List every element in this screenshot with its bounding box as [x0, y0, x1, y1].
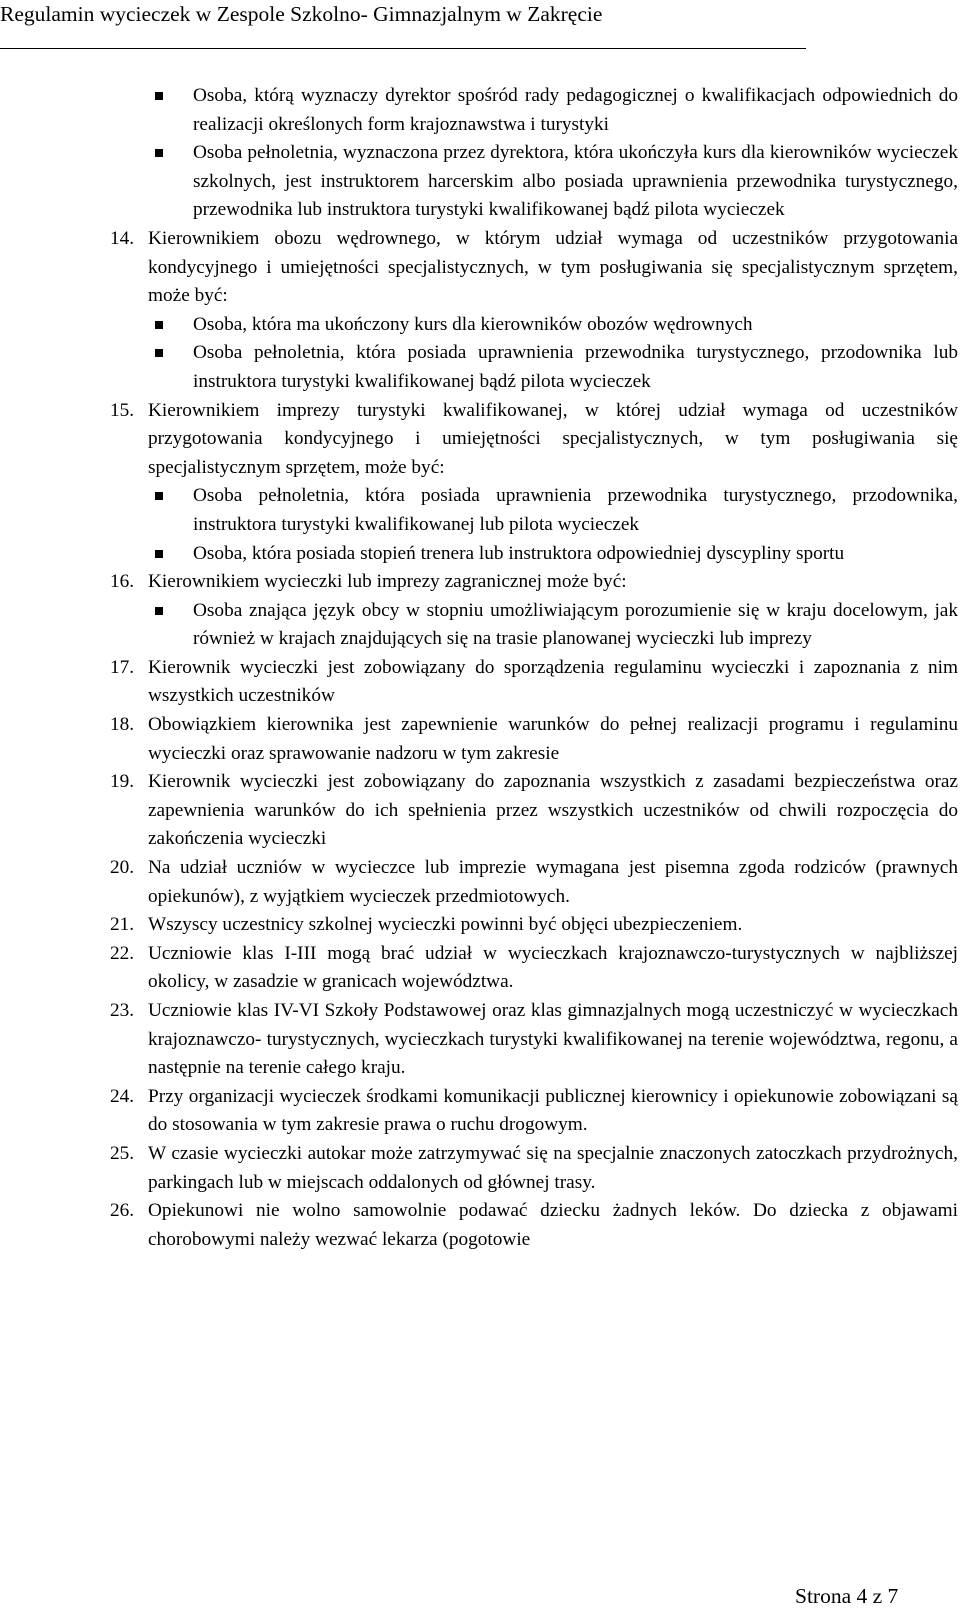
square-bullet-icon	[155, 82, 193, 111]
item-text: W czasie wycieczki autokar może zatrzymywać się na specjalnie znaczonych zatoczkach przydrożnych, parkingach lub w miejscach oddalonych od głównej trasy.	[148, 1142, 958, 1193]
item-number: 24.	[110, 1085, 135, 1107]
bullet-item	[110, 311, 958, 340]
numbered-item-21	[110, 911, 958, 940]
item-number: 22.	[110, 942, 135, 964]
numbered-item-23	[110, 997, 958, 1083]
item-text: Uczniowie klas IV-VI Szkoły Podstawowej oraz klas gimnazjalnych mogą uczestniczyć w wycieczkach krajoznawczo- turystycznych, wycieczkach turystyki kwalifikowanej na terenie województwa, regonu, a następnie na terenie całego kraju.	[148, 1000, 958, 1079]
bullet-text: Osoba, którą wyznaczy dyrektor spośród rady pedagogicznej o kwalifikacjach odpowiednich do realizacji określonych form krajoznawstwa i turystyki	[193, 85, 958, 135]
numbered-item-20	[110, 854, 958, 911]
square-bullet-icon	[155, 597, 193, 626]
item-number: 16.	[110, 571, 135, 593]
numbered-item-14	[110, 225, 958, 397]
bullet-item	[110, 482, 958, 539]
item-text: Opiekunowi nie wolno samowolnie podawać dziecku żadnych leków. Do dziecka z objawami chorobowymi należy wezwać lekarza (pogotowie	[148, 1200, 958, 1250]
item-number: 14.	[110, 227, 135, 249]
page-number: Strona 4 z 7	[795, 1584, 899, 1608]
item-number: 18.	[110, 714, 135, 736]
bullet-text: Osoba pełnoletnia, która posiada uprawnienia przewodnika turystycznego, przodownika lub instruktora turystyki kwalifikowanej bądź pilota wycieczek	[193, 342, 958, 392]
numbered-item-25	[110, 1140, 958, 1197]
bullet-item	[110, 339, 958, 396]
page-header-title: Regulamin wycieczek w Zespole Szkolno- Gimnazjalnym w Zakręcie	[0, 2, 603, 26]
square-bullet-icon	[155, 482, 193, 511]
square-bullet-icon	[155, 311, 193, 340]
numbered-item-16	[110, 568, 958, 654]
item-text: Kierownikiem obozu wędrownego, w którym udział wymaga od uczestników przygotowania kondycyjnego i umiejętności specjalistycznych, w tym posługiwania się specjalistycznym sprzętem, może być:	[148, 227, 958, 307]
square-bullet-icon	[155, 139, 193, 168]
item-number: 25.	[110, 1142, 135, 1164]
item-text: Przy organizacji wycieczek środkami komunikacji publicznej kierownicy i opiekunowie zobowiązani są do stosowania w tym zakresie prawa o ruchu drogowym.	[148, 1085, 958, 1136]
square-bullet-icon	[155, 540, 193, 569]
bullet-item	[110, 540, 958, 569]
bullet-text: Osoba pełnoletnia, która posiada uprawnienia przewodnika turystycznego, przodownika, instruktora turystyki kwalifikowanej lub pilota wycieczek	[193, 485, 958, 535]
item-number: 23.	[110, 1000, 135, 1021]
item-text: Na udział uczniów w wycieczce lub imprezie wymagana jest pisemna zgoda rodziców (prawnych opiekunów), z wyjątkiem wycieczek przedmiotowych.	[148, 857, 958, 907]
item-number: 20.	[110, 857, 135, 879]
numbered-item-17	[110, 654, 958, 711]
item-text: Uczniowie klas I-III mogą brać udział w wycieczkach krajoznawczo-turystycznych w najbliższej okolicy, w zasadzie w granicach województwa.	[148, 942, 958, 993]
item-number: 21.	[110, 914, 135, 936]
bullet-item	[110, 139, 958, 225]
header-divider	[0, 48, 806, 49]
item-number: 19.	[110, 771, 135, 793]
document-body	[110, 82, 958, 1254]
numbered-item-24	[110, 1083, 958, 1140]
bullet-text: Osoba pełnoletnia, wyznaczona przez dyrektora, która ukończyła kurs dla kierowników wycieczek szkolnych, jest instruktorem harcerskim albo posiada uprawnienia przewodnika turystycznego, przewodnika lub instruktora turystyki kwalifikowanej bądź pilota wycieczek	[193, 142, 958, 221]
item-text: Kierownik wycieczki jest zobowiązany do zapoznania wszystkich z zasadami bezpieczeństwa oraz zapewnienia warunków do ich spełnienia przez wszystkich uczestników od chwili rozpoczęcia do zakończenia wycieczki	[148, 771, 958, 850]
numbered-item-22	[110, 940, 958, 997]
item-number: 17.	[110, 656, 135, 678]
item-number: 26.	[110, 1200, 135, 1222]
bullet-text: Osoba, która posiada stopień trenera lub instruktora odpowiedniej dyscypliny sportu	[193, 542, 845, 564]
item-text: Kierownik wycieczki jest zobowiązany do sporządzenia regulaminu wycieczki i zapoznania z nim wszystkich uczestników	[148, 656, 958, 707]
item-text: Wszyscy uczestnicy szkolnej wycieczki powinni być objęci ubezpieczeniem.	[148, 914, 743, 936]
bullet-item	[110, 597, 958, 654]
item-text: Obowiązkiem kierownika jest zapewnienie warunków do pełnej realizacji programu i regulaminu wycieczki oraz sprawowanie nadzoru w tym zakresie	[148, 714, 958, 764]
numbered-item-15	[110, 397, 958, 569]
item-number: 15.	[110, 399, 135, 421]
square-bullet-icon	[155, 339, 193, 368]
bullet-item	[110, 82, 958, 139]
item-text: Kierownikiem imprezy turystyki kwalifikowanej, w której udział wymaga od uczestników przygotowania kondycyjnego i umiejętności specjalistycznych, w tym posługiwania się specjalistycznym sprzętem, może być:	[148, 399, 958, 478]
bullet-text: Osoba, która ma ukończony kurs dla kierowników obozów wędrownych	[193, 313, 753, 335]
numbered-item-18	[110, 711, 958, 768]
numbered-item-26	[110, 1197, 958, 1254]
item-text: Kierownikiem wycieczki lub imprezy zagranicznej może być:	[148, 571, 627, 593]
bullet-text: Osoba znająca język obcy w stopniu umożliwiającym porozumienie się w kraju docelowym, jak również w krajach znajdujących się na trasie planowanej wycieczki lub imprezy	[193, 599, 958, 650]
intro-bullet-list	[110, 82, 958, 225]
numbered-item-19	[110, 768, 958, 854]
